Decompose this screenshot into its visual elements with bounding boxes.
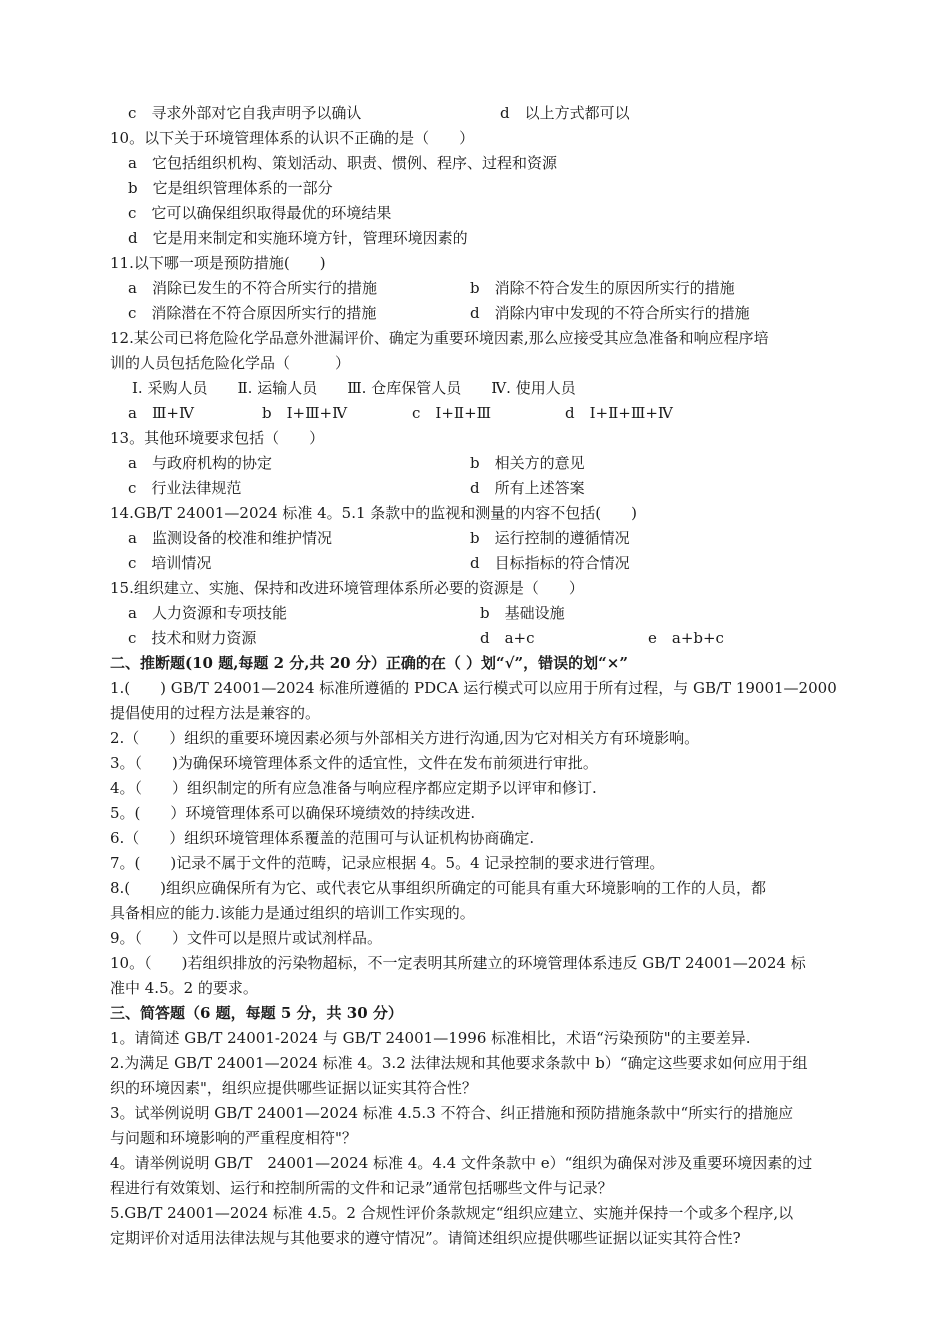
q11-stem: 11.以下哪一项是预防措施( ) xyxy=(110,254,326,272)
short-answer-line: 与问题和环境影响的严重程度相符"？ xyxy=(110,1129,357,1147)
q9-option-c: c 寻求外部对它自我声明予以确认 xyxy=(128,104,362,122)
q11-option-b: b 消除不符合发生的原因所实行的措施 xyxy=(470,279,735,297)
judge-line: 1.( ) GB/T 24001—2024 标准所遵循的 PDCA 运行模式可以应用于所有过程，与 GB/T 19001—2000 xyxy=(110,679,837,697)
q13-option-b: b 相关方的意见 xyxy=(470,454,585,472)
q13-option-c: c 行业法律规范 xyxy=(128,479,242,497)
q15-option-e: e a+b+c xyxy=(648,629,724,647)
q12-option-c: c Ⅰ+Ⅱ+Ⅲ xyxy=(412,404,492,422)
q10-option-a: a 它包括组织机构、策划活动、职责、惯例、程序、过程和资源 xyxy=(128,154,557,172)
q15-option-a: a 人力资源和专项技能 xyxy=(128,604,287,622)
q15-stem: 15.组织建立、实施、保持和改进环境管理体系所必要的资源是（ ） xyxy=(110,579,584,597)
judge-line: 4。（ ）组织制定的所有应急准备与响应程序都应定期予以评审和修订. xyxy=(110,779,597,797)
q12-roles: Ⅰ. 采购人员 Ⅱ. 运输人员 Ⅲ. 仓库保管人员 Ⅳ. 使用人员 xyxy=(132,379,576,397)
q15-option-d: d a+c xyxy=(480,629,535,647)
judge-line: 提倡使用的过程方法是兼容的。 xyxy=(110,704,321,722)
short-answer-line: 织的环境因素"，组织应提供哪些证据以证实其符合性？ xyxy=(110,1079,477,1097)
q14-stem: 14.GB/T 24001—2024 标准 4。5.1 条款中的监视和测量的内容不包括( ) xyxy=(110,504,637,522)
q12-stem-line1: 12.某公司已将危险化学品意外泄漏评价、确定为重要环境因素,那么应接受其应急准备和响应程序培 xyxy=(110,329,769,347)
short-answer-line: 5.GB/T 24001—2024 标准 4.5。2 合规性评价条款规定“组织应建立、实施并保持一个或多个程序,以 xyxy=(110,1204,794,1222)
q12-option-a: a Ⅲ+Ⅳ xyxy=(128,404,194,422)
judge-line: 10。（ )若组织排放的污染物超标，不一定表明其所建立的环境管理体系违反 GB/T 24001—2024 标 xyxy=(110,954,806,972)
judge-line: 7。( )记录不属于文件的范畴，记录应根据 4。5。4 记录控制的要求进行管理。 xyxy=(110,854,665,872)
judge-line: 9。（ ）文件可以是照片或试剂样品。 xyxy=(110,929,383,947)
q12-option-d: d Ⅰ+Ⅱ+Ⅲ+Ⅳ xyxy=(565,404,673,422)
section3-heading: 三、简答题（6 题，每题 5 分，共 30 分） xyxy=(110,1004,403,1022)
short-answer-line: 程进行有效策划、运行和控制所需的文件和记录”通常包括哪些文件与记录？ xyxy=(110,1179,613,1197)
judge-line: 6.（ ）组织环境管理体系覆盖的范围可与认证机构协商确定. xyxy=(110,829,535,847)
q12-option-b: b Ⅰ+Ⅲ+Ⅳ xyxy=(262,404,348,422)
q10-option-c: c 它可以确保组织取得最优的环境结果 xyxy=(128,204,392,222)
judge-line: 准中 4.5。2 的要求。 xyxy=(110,979,258,997)
short-answer-line: 1。请简述 GB/T 24001-2024 与 GB/T 24001—1996 标准相比，术语“污染预防"的主要差异. xyxy=(110,1029,751,1047)
judge-line: 8.( )组织应确保所有为它、或代表它从事组织所确定的可能具有重大环境影响的工作的人员，都 xyxy=(110,879,767,897)
short-answer-line: 定期评价对适用法律法规与其他要求的遵守情况”。请简述组织应提供哪些证据以证实其符合性? xyxy=(110,1229,741,1247)
q9-option-d: d 以上方式都可以 xyxy=(500,104,630,122)
q10-stem: 10。以下关于环境管理体系的认识不正确的是（ ） xyxy=(110,129,475,147)
short-answer-line: 3。试举例说明 GB/T 24001—2024 标准 4.5.3 不符合、纠正措施和预防措施条款中“所实行的措施应 xyxy=(110,1104,794,1122)
q14-option-d: d 目标指标的符合情况 xyxy=(470,554,630,572)
q13-option-a: a 与政府机构的协定 xyxy=(128,454,272,472)
q13-option-d: d 所有上述答案 xyxy=(470,479,585,497)
q14-option-b: b 运行控制的遵循情况 xyxy=(470,529,630,547)
q10-option-d: d 它是用来制定和实施环境方针，管理环境因素的 xyxy=(128,229,468,247)
judge-line: 3。（ )为确保环境管理体系文件的适宜性，文件在发布前须进行审批。 xyxy=(110,754,598,772)
q14-option-a: a 监测设备的校准和维护情况 xyxy=(128,529,332,547)
q15-option-c: c 技术和财力资源 xyxy=(128,629,257,647)
short-answer-line: 4。请举例说明 GB/T 24001—2024 标准 4。4.4 文件条款中 e）“组织为确保对涉及重要环境因素的过 xyxy=(110,1154,813,1172)
q11-option-a: a 消除已发生的不符合所实行的措施 xyxy=(128,279,377,297)
q15-option-b: b 基础设施 xyxy=(480,604,565,622)
section2-heading: 二、推断题(10 题,每题 2 分,共 20 分）正确的在（ ）划“√”，错误的划“×” xyxy=(110,654,629,672)
q10-option-b: b 它是组织管理体系的一部分 xyxy=(128,179,333,197)
judge-line: 具备相应的能力.该能力是通过组织的培训工作实现的。 xyxy=(110,904,475,922)
q13-stem: 13。其他环境要求包括（ ） xyxy=(110,429,325,447)
short-answer-line: 2.为满足 GB/T 24001—2024 标准 4。3.2 法律法规和其他要求条款中 b）“确定这些要求如何应用于组 xyxy=(110,1054,808,1072)
judge-line: 5。( ）环境管理体系可以确保环境绩效的持续改进. xyxy=(110,804,476,822)
q12-stem-line2: 训的人员包括危险化学品（ ） xyxy=(110,354,351,372)
q14-option-c: c 培训情况 xyxy=(128,554,212,572)
q11-option-c: c 消除潜在不符合原因所实行的措施 xyxy=(128,304,377,322)
judge-line: 2.（ ）组织的重要环境因素必须与外部相关方进行沟通,因为它对相关方有环境影响。 xyxy=(110,729,700,747)
q11-option-d: d 消除内审中发现的不符合所实行的措施 xyxy=(470,304,750,322)
